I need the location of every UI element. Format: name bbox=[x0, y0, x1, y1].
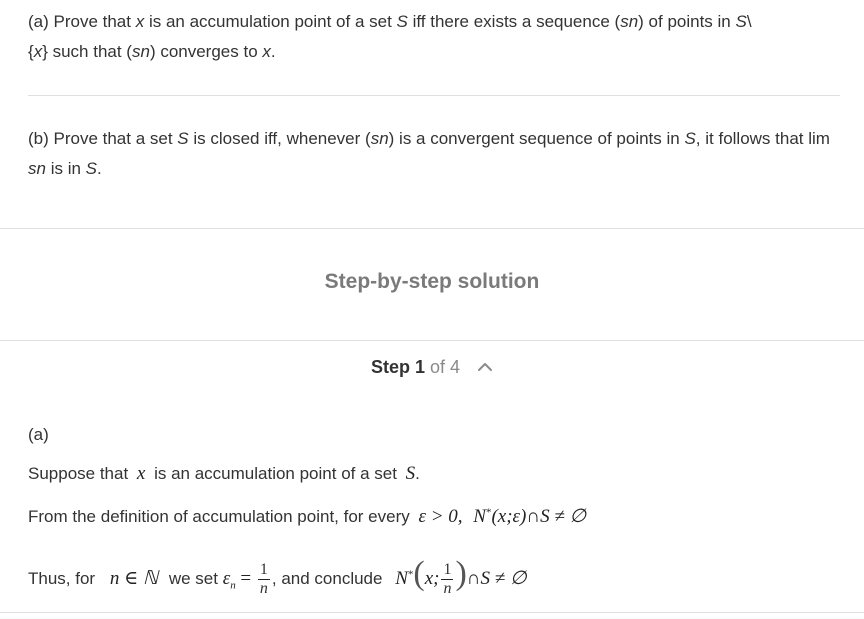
text: (a) Prove that bbox=[28, 12, 136, 31]
text: ) converges to bbox=[149, 42, 263, 61]
fraction bbox=[441, 561, 453, 598]
var-x: x bbox=[262, 42, 271, 61]
frac-den: n bbox=[443, 580, 452, 598]
math-epsilon: ε > 0, bbox=[418, 506, 463, 527]
text: . bbox=[97, 159, 102, 178]
text: From the definition of accumulation point, for every bbox=[28, 507, 415, 526]
fraction bbox=[258, 561, 270, 598]
solution-title: Step-by-step solution bbox=[324, 270, 540, 293]
text: . bbox=[415, 464, 420, 483]
step-line-2 bbox=[28, 505, 586, 528]
text: \ bbox=[746, 12, 752, 31]
frac-den: n bbox=[259, 580, 268, 598]
math-paren-close: ) bbox=[455, 555, 467, 592]
var-s: S bbox=[177, 129, 189, 148]
math-epsilon: ε bbox=[222, 568, 231, 589]
var-s: S bbox=[396, 12, 408, 31]
step-line-3 bbox=[28, 555, 527, 598]
text: is an accumulation point of a set bbox=[144, 12, 397, 31]
math-star: * bbox=[407, 568, 414, 581]
divider bbox=[0, 340, 864, 341]
text: { bbox=[28, 42, 34, 61]
text: } such that ( bbox=[42, 42, 132, 61]
text: iff there exists a sequence ( bbox=[407, 12, 621, 31]
math-n: N bbox=[473, 506, 486, 527]
text: (b) Prove that a set bbox=[28, 129, 178, 148]
text: is an accumulation point of a set bbox=[149, 464, 402, 483]
text: ) is a convergent sequence of points in bbox=[388, 129, 685, 148]
math-n: N bbox=[395, 568, 408, 589]
text: we set bbox=[164, 569, 223, 588]
var-x: x bbox=[135, 12, 145, 31]
step-label: Step 1 bbox=[370, 357, 425, 377]
text: Thus, for bbox=[28, 569, 100, 588]
math-n-in-naturals: n ∈ ℕ bbox=[109, 568, 159, 589]
var-x: x bbox=[33, 42, 43, 61]
text: , and conclude bbox=[271, 569, 388, 588]
question-part-b bbox=[28, 124, 838, 184]
frac-num: 1 bbox=[259, 561, 268, 579]
text: . bbox=[270, 42, 276, 61]
var-sn: sn bbox=[131, 42, 150, 61]
math-equals: = bbox=[240, 568, 252, 589]
step-line-1 bbox=[28, 463, 420, 485]
question-part-a bbox=[28, 7, 838, 67]
divider bbox=[0, 612, 864, 613]
math-x: x; bbox=[424, 568, 440, 589]
math-star: * bbox=[485, 506, 492, 519]
text: Suppose that bbox=[28, 464, 133, 483]
text: ) of points in bbox=[638, 12, 736, 31]
divider bbox=[0, 228, 864, 229]
chevron-up-icon[interactable] bbox=[477, 356, 493, 377]
var-sn: sn bbox=[370, 129, 389, 148]
var-s: S bbox=[735, 12, 747, 31]
var-sn: sn bbox=[28, 159, 46, 178]
divider bbox=[28, 95, 840, 96]
var-sn: sn bbox=[620, 12, 639, 31]
text: , it follows that lim bbox=[695, 129, 830, 148]
math-paren-open: ( bbox=[413, 555, 425, 592]
math-set-expr: ∩S ≠ ∅ bbox=[466, 568, 527, 589]
math-set-expr: (x;ε)∩S ≠ ∅ bbox=[491, 506, 587, 527]
text: is in bbox=[45, 159, 86, 178]
step-count: of 4 bbox=[430, 357, 461, 377]
step-toggle[interactable] bbox=[0, 357, 864, 378]
var-s: S bbox=[684, 129, 696, 148]
part-label: (a) bbox=[28, 425, 49, 444]
var-s: S bbox=[85, 159, 97, 178]
frac-num: 1 bbox=[443, 561, 452, 579]
math-sub-n: n bbox=[230, 579, 236, 592]
math-s: S bbox=[405, 463, 416, 484]
text: is closed iff, whenever ( bbox=[188, 129, 371, 148]
math-x: x bbox=[136, 463, 146, 484]
